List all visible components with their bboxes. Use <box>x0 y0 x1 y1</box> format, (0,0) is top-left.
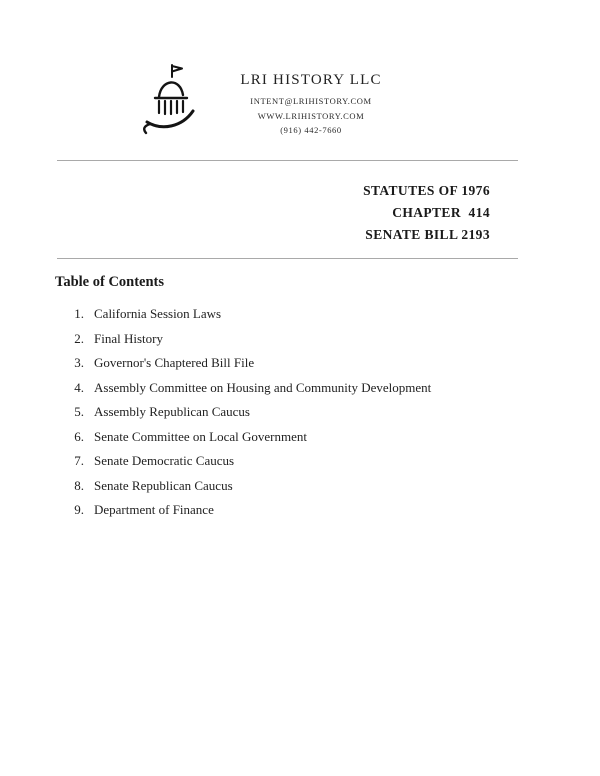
capitol-logo-icon <box>138 60 202 138</box>
toc-item-number: 2. <box>74 330 84 346</box>
toc-item <box>68 429 538 444</box>
toc-item <box>68 380 538 395</box>
toc-item-label: Senate Committee on Local Government <box>94 428 307 444</box>
toc-item-number: 7. <box>74 453 84 468</box>
letterhead-text <box>222 72 400 140</box>
toc-item-label: Senate Republican Caucus <box>94 477 233 493</box>
contact-email: INTENT@LRIHISTORY.COM <box>250 96 372 106</box>
toc-item-number: 6. <box>74 428 84 444</box>
toc-item-label: Governor's Chaptered Bill File <box>94 355 255 370</box>
toc-item-number: 5. <box>74 404 84 419</box>
toc-item-label: Senate Democratic Caucus <box>94 453 235 468</box>
contact-phone: (916) 442-7660 <box>280 125 342 135</box>
toc-item <box>68 404 538 419</box>
toc-item <box>68 478 538 493</box>
senate-bill-line: SENATE BILL 2193 <box>365 227 490 242</box>
divider-middle <box>57 258 518 259</box>
toc-item <box>68 331 538 346</box>
toc-item-label: Assembly Committee on Housing and Community Development <box>94 379 432 395</box>
toc-title: Table of Contents <box>55 274 165 290</box>
toc-item <box>68 355 538 370</box>
toc-item <box>68 453 538 468</box>
toc-list <box>68 306 538 527</box>
toc-item-label: Assembly Republican Caucus <box>94 404 250 419</box>
toc-item-number: 8. <box>74 477 84 493</box>
statute-reference-block <box>363 180 490 246</box>
toc-item-label: California Session Laws <box>94 306 222 321</box>
toc-item-number: 4. <box>74 379 84 395</box>
toc-item <box>68 306 538 321</box>
company-name: LRI HISTORY LLC <box>240 72 382 88</box>
toc-item-number: 9. <box>74 502 84 517</box>
divider-top <box>57 160 518 161</box>
contact-website: WWW.LRIHISTORY.COM <box>257 110 365 121</box>
chapter-line: CHAPTER 414 <box>392 205 490 220</box>
toc-item-label: Final History <box>94 330 163 346</box>
statutes-line: STATUTES OF 1976 <box>363 183 490 198</box>
toc-item-number: 1. <box>74 306 84 321</box>
letterhead <box>138 60 400 140</box>
toc-item-number: 3. <box>74 355 84 370</box>
toc-item-label: Department of Finance <box>94 502 214 517</box>
toc-item <box>68 502 538 517</box>
